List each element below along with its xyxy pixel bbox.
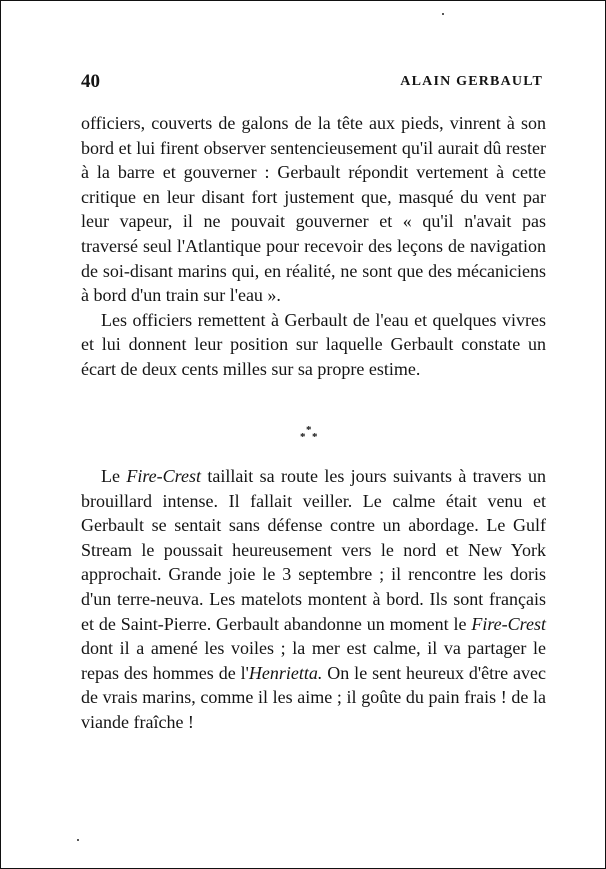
paragraph-continued: officiers, couverts de galons de la tête aux pieds, vinrent à son bord et lui firent observer sentencieusement qu'il aurait dû rester à la barre et gouverner : Gerbault répondit vertement à cette critique en leur disant fort justement que, masqué du vent par leur vapeur, il ne pouvait gouverner et « qu'il n'avait pas traversé seul l'Atlantique pour recevoir des leçons de navigation de soi-disant marins qui, en réalité, ne sont que des mécaniciens à bord d'un train sur l'eau ». <box>81 113 546 306</box>
ship-name: Henrietta. <box>248 662 323 683</box>
text-block-bottom <box>81 464 546 735</box>
paragraph-officiers: Les officiers remettent à Gerbault de l'eau et quelques vivres et lui donnent leur position sur laquelle Gerbault constate un écart de deux cents milles sur sa propre estime. <box>81 309 546 379</box>
page-number: 40 <box>81 71 100 92</box>
scan-speck <box>77 839 79 841</box>
page-header <box>81 71 543 93</box>
running-head: ALAIN GERBAULT <box>400 74 543 89</box>
ship-name: Fire-Crest <box>471 613 546 634</box>
ship-name: Fire-Crest <box>126 466 201 486</box>
asterism-star-top: * <box>306 424 312 436</box>
scan-speck <box>442 13 444 15</box>
paragraph-fire-crest <box>81 464 546 735</box>
text-run: On le sent heureux d'être avec de vrais marins, comme il les aime ; il goûte du pain frais ! de la viande fraîche ! <box>81 662 546 732</box>
text-block-top <box>81 111 546 382</box>
text-run: dont il a amené les voiles ; la mer est calme, il va partager le repas des hommes de l' <box>81 638 546 683</box>
text-run: taillait sa route les jours suivants à travers un brouillard intense. Il fallait veiller. Le calme était venu et Gerbault se sentait sans défense contre un abordage. Le Gulf Stream le poussait heureusement vers le nord et New York approchait. Grande joie le 3 septembre ; il rencontre les doris d'un terre-neuva. Les matelots montent à bord. Ils sont français et de Saint-Pierre. Gerbault abandonne un moment le <box>81 466 546 634</box>
asterism-star-left: * <box>300 431 306 443</box>
asterism-star-right: * <box>312 431 318 443</box>
section-break-asterism <box>297 425 323 445</box>
text-run: Le <box>101 466 127 486</box>
